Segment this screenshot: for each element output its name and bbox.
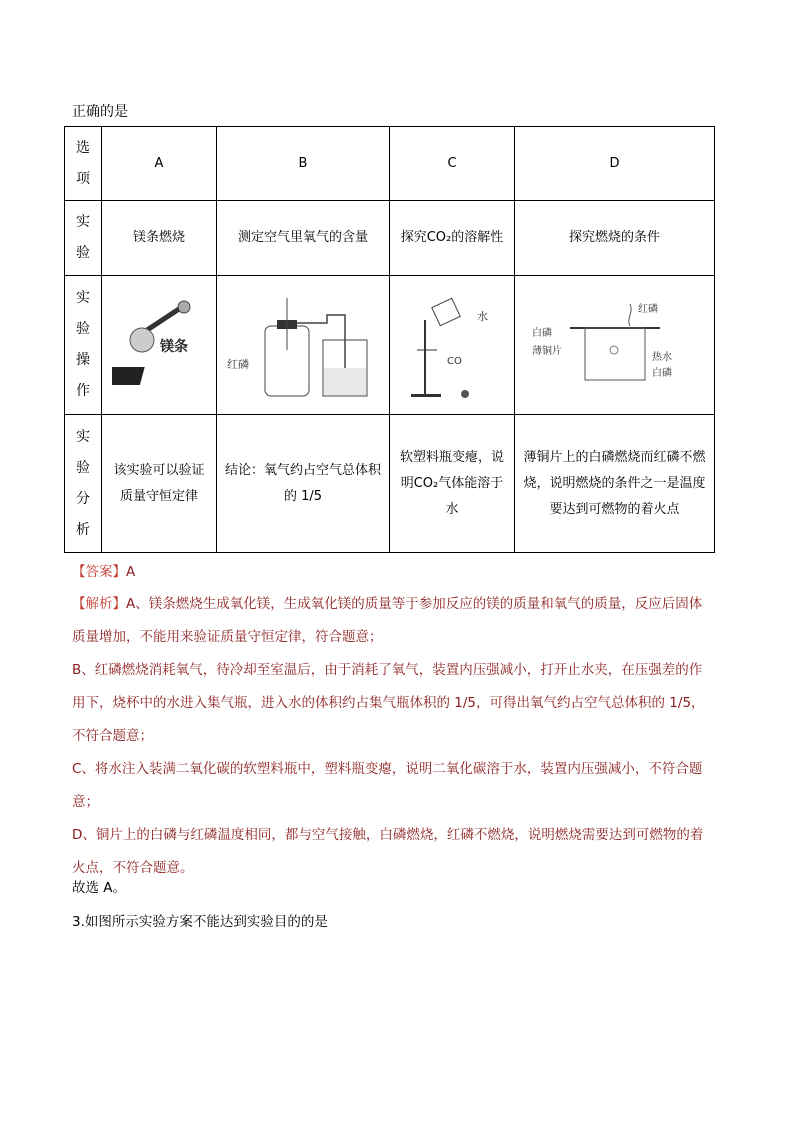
svg-text:热水: 热水	[651, 352, 672, 363]
cell-a: 镁条燃烧	[102, 201, 217, 276]
answer-value: A	[126, 564, 136, 580]
cell-a: 该实验可以验证质量守恒定律	[102, 415, 217, 553]
row-label: 实验分析	[65, 415, 102, 553]
svg-text:红磷: 红磷	[227, 358, 249, 371]
spark-icon	[130, 328, 154, 352]
row-label: 实验操作	[65, 276, 102, 415]
next-question: 3.如图所示实验方案不能达到实验目的的是	[72, 914, 328, 930]
cell-c: 软塑料瓶变瘪，说明CO₂气体能溶于水	[390, 415, 515, 553]
svg-text:水: 水	[477, 310, 488, 323]
table-row-header	[65, 127, 715, 201]
cell-c: 探究CO₂的溶解性	[390, 201, 515, 276]
header-d: D	[515, 127, 715, 201]
header-c: C	[390, 127, 515, 201]
answer-label: 【答案】	[72, 564, 126, 580]
cell-d: 探究燃烧的条件	[515, 201, 715, 276]
label-mg: 镁条	[159, 339, 188, 355]
svg-text:薄铜片: 薄铜片	[531, 346, 562, 357]
analysis-line-6: 意；	[72, 794, 99, 810]
combustion-figure	[515, 276, 715, 415]
analysis-block	[72, 588, 732, 885]
svg-text:CO: CO	[447, 356, 462, 367]
intro-text: 正确的是	[72, 104, 128, 120]
cell-d: 薄铜片上的白磷燃烧而红磷不燃烧，说明燃烧的条件之一是温度要达到可燃物的着火点	[515, 415, 715, 553]
cell-b: 测定空气里氧气的含量	[217, 201, 390, 276]
question-table	[64, 126, 715, 553]
conclusion: 故选 A。	[72, 880, 127, 896]
answer-line	[72, 556, 732, 589]
table-row-operation	[65, 276, 715, 415]
phosphorus-air-figure	[217, 276, 390, 415]
magnesium-figure	[102, 276, 217, 415]
cell-b: 结论：氧气约占空气总体积的 1/5	[217, 415, 390, 553]
analysis-line-5: C、将水注入装满二氧化碳的软塑料瓶中，塑料瓶变瘪，说明二氧化碳溶于水，装置内压强减小，不符合题	[72, 761, 703, 777]
analysis-line-1: 质量增加，不能用来验证质量守恒定律，符合题意；	[72, 629, 383, 645]
analysis-line-8: 火点，不符合题意。	[72, 860, 194, 876]
header-a: A	[102, 127, 217, 201]
analysis-line-3: 用下，烧杯中的水进入集气瓶，进入水的体积约占集气瓶体积的 1/5，可得出氧气约占空气总体积的 1/5，	[72, 695, 705, 711]
header-b: B	[217, 127, 390, 201]
bottle	[432, 298, 460, 325]
analysis-line-0: 【解析】A、镁条燃烧生成氧化镁，生成氧化镁的质量等于参加反应的镁的质量和氧气的质量，反应后固体	[72, 596, 703, 612]
svg-text:红磷: 红磷	[637, 304, 658, 315]
table-row-experiment	[65, 201, 715, 276]
svg-text:白磷: 白磷	[531, 328, 552, 339]
row-label: 实验	[65, 201, 102, 276]
analysis-line-2: B、红磷燃烧消耗氧气，待冷却至室温后，由于消耗了氧气，装置内压强减小，打开止水夹，在压强差的作	[72, 662, 703, 678]
row-label: 选项	[65, 127, 102, 201]
analysis-line-7: D、铜片上的白磷与红磷温度相同，都与空气接触，白磷燃烧，红磷不燃烧，说明燃烧需要达到可燃物的着	[72, 827, 704, 843]
analysis-line-4: 不符合题意；	[72, 728, 153, 744]
table-row-analysis	[65, 415, 715, 553]
svg-text:白磷: 白磷	[651, 368, 672, 379]
asbestos-net	[112, 367, 145, 385]
co2-figure	[390, 276, 515, 415]
